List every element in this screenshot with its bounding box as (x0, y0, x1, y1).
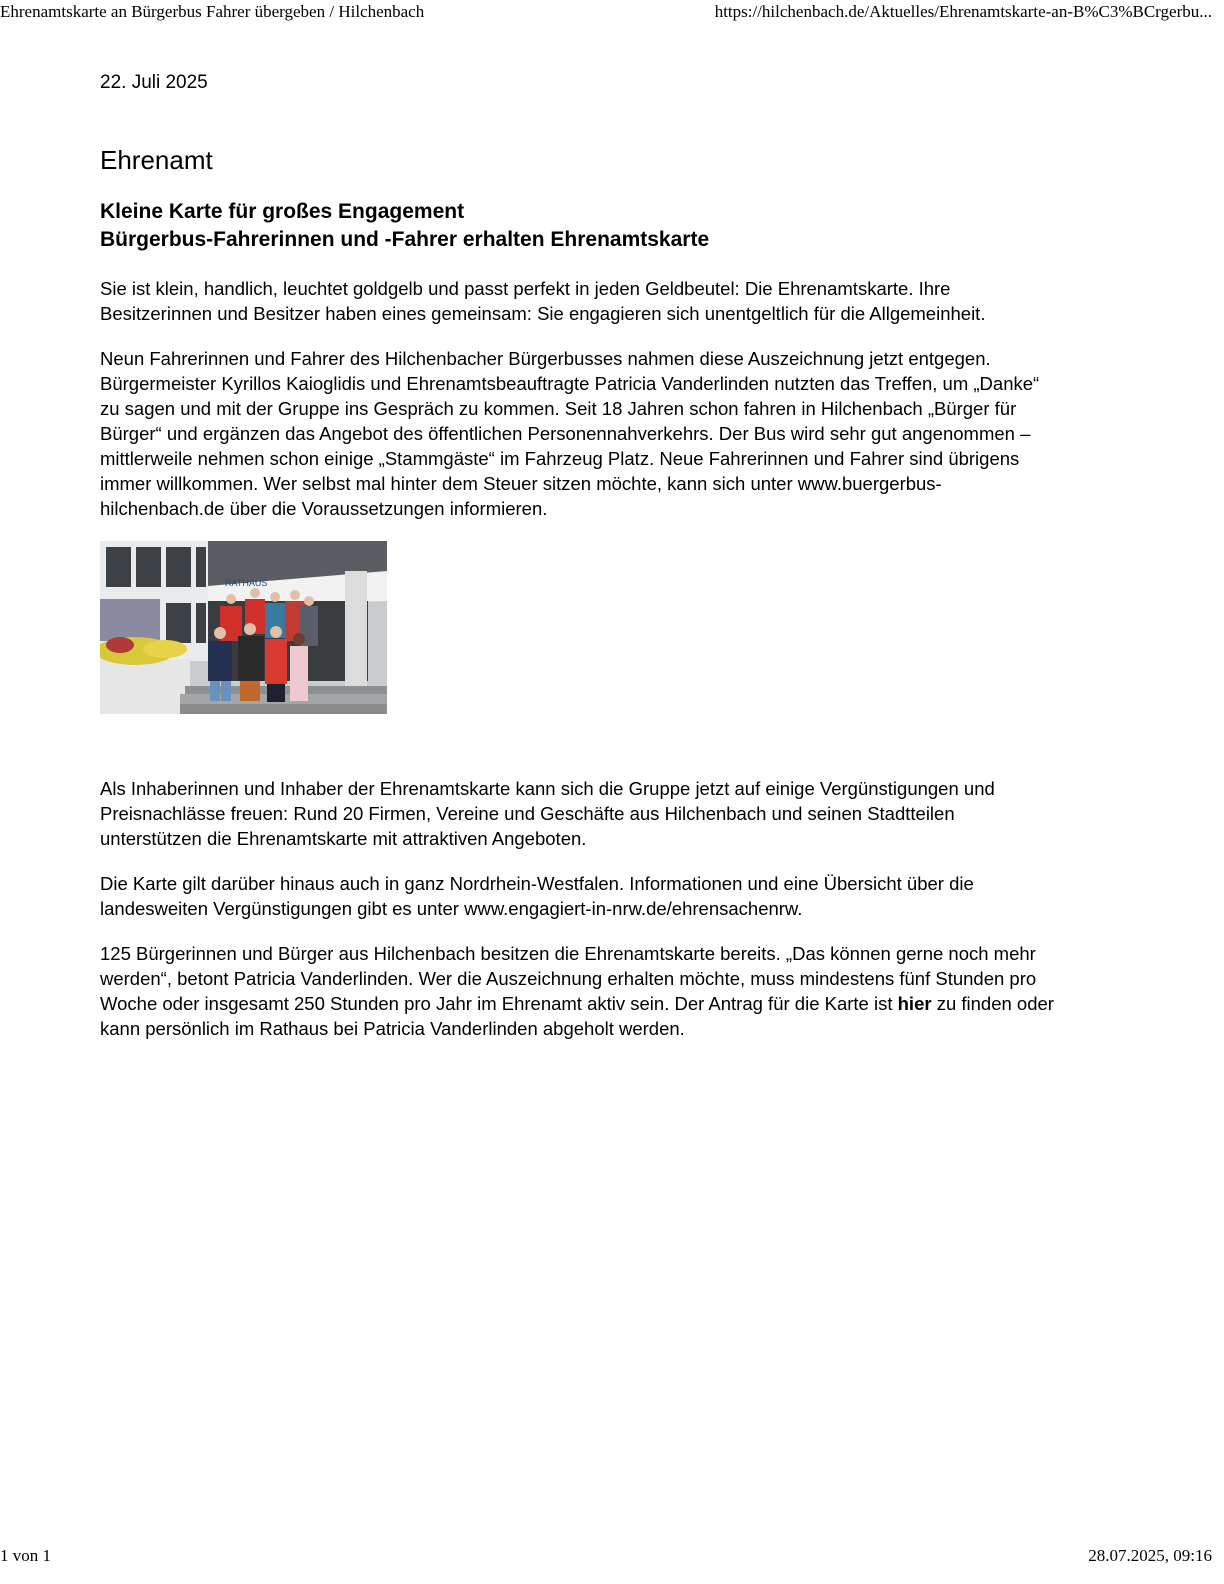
text-line: kann persönlich im Rathaus bei Patricia Vanderlinden abgeholt werden. (100, 1018, 685, 1039)
text-line: 125 Bürgerinnen und Bürger aus Hilchenbach besitzen die Ehrenamtskarte bereits. „Das können gerne noch mehr (100, 943, 1036, 964)
text-line: unterstützen die Ehrenamtskarte mit attraktiven Angeboten. (100, 828, 587, 849)
text-line: hilchenbach.de über die Voraussetzungen informieren. (100, 498, 548, 519)
headline-line-2: Bürgerbus-Fahrerinnen und -Fahrer erhalten Ehrenamtskarte (100, 228, 710, 251)
article-headline (100, 198, 1142, 254)
text-segment: Woche oder insgesamt 250 Stunden pro Jahr im Ehrenamt aktiv sein. Der Antrag für die Karte ist (100, 993, 898, 1014)
print-header-title: Ehrenamtskarte an Bürgerbus Fahrer übergeben / Hilchenbach (0, 2, 425, 21)
text-line (100, 991, 1142, 1016)
article-category: Ehrenamt (100, 145, 213, 175)
text-line: Preisnachlässe freuen: Rund 20 Firmen, Vereine und Geschäfte aus Hilchenbach und seinen Stadtteilen (100, 803, 955, 824)
paragraph-nrw (100, 871, 1142, 921)
text-line: landesweiten Vergünstigungen gibt es unter www.engagiert-in-nrw.de/ehrensachenrw. (100, 898, 803, 919)
text-line: Besitzerinnen und Besitzer haben eines gemeinsam: Sie engagieren sich unentgeltlich für die Allgemeinheit. (100, 303, 986, 324)
text-line: Neun Fahrerinnen und Fahrer des Hilchenbacher Bürgerbusses nahmen diese Auszeichnung jetzt entgegen. (100, 348, 991, 369)
text-line: werden“, betont Patricia Vanderlinden. Wer die Auszeichnung erhalten möchte, muss mindestens fünf Stunden pro (100, 968, 1037, 989)
paragraph-benefits (100, 776, 1142, 851)
article-date: 22. Juli 2025 (100, 72, 208, 93)
text-line: mittlerweile nehmen schon einige „Stammgäste“ im Fahrzeug Platz. Neue Fahrerinnen und Fahrer sind übrigens (100, 448, 1020, 469)
text-line: Die Karte gilt darüber hinaus auch in ganz Nordrhein-Westfalen. Informationen und eine Übersicht über die (100, 873, 974, 894)
headline-line-1: Kleine Karte für großes Engagement (100, 200, 465, 223)
text-segment: zu finden oder (931, 993, 1054, 1014)
paragraph-drivers (100, 346, 1142, 521)
text-line: Bürgermeister Kyrillos Kaioglidis und Ehrenamtsbeauftragte Patricia Vanderlinden nutzten das Treffen, um „Danke“ (100, 373, 1040, 394)
text-line: immer willkommen. Wer selbst mal hinter dem Steuer sitzen möchte, kann sich unter www.buergerbus- (100, 473, 942, 494)
application-link[interactable]: hier (897, 993, 932, 1014)
article (100, 70, 1142, 1041)
print-footer-datetime: 28.07.2025, 09:16 (1088, 1546, 1212, 1565)
print-header-url: https://hilchenbach.de/Aktuelles/Ehrenamtskarte-an-B%C3%BCrgerbu... (714, 2, 1212, 21)
text-line: Bürger“ und ergänzen das Angebot des öffentlichen Personennahverkehrs. Der Bus wird sehr gut angenommen – (100, 423, 1031, 444)
group-photo (100, 541, 387, 714)
svg-text:RATHAUS: RATHAUS (225, 578, 268, 588)
text-line: zu sagen und mit der Gruppe ins Gespräch zu kommen. Seit 18 Jahren schon fahren in Hilchenbach „Bürger für (100, 398, 1017, 419)
text-line: Als Inhaberinnen und Inhaber der Ehrenamtskarte kann sich die Gruppe jetzt auf einige Vergünstigungen und (100, 778, 995, 799)
paragraph-intro (100, 276, 1142, 326)
paragraph-application (100, 941, 1142, 1041)
text-line: Sie ist klein, handlich, leuchtet goldgelb und passt perfekt in jeden Geldbeutel: Die Ehrenamtskarte. Ihre (100, 278, 951, 299)
print-footer-page: 1 von 1 (0, 1546, 51, 1565)
